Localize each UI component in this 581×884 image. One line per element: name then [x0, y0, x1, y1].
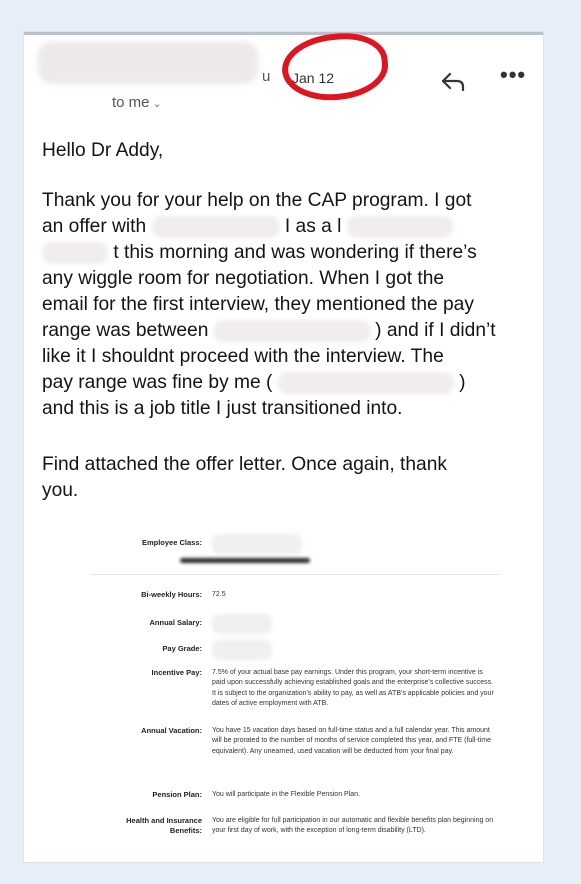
value-redaction	[212, 614, 272, 634]
field-label: Annual Vacation:	[141, 726, 202, 735]
chevron-down-icon: ⌄	[152, 98, 162, 110]
field-label: Pay Grade:	[162, 644, 202, 653]
field-label: Annual Salary:	[149, 618, 202, 627]
redaction	[152, 216, 280, 238]
field-value: 72.5	[212, 591, 226, 598]
value-redaction	[212, 640, 272, 660]
field-label: Employee Class:	[141, 538, 202, 547]
field-label-line: Benefits:	[169, 826, 202, 835]
more-options-icon[interactable]: •••	[500, 62, 527, 87]
recipient-label: to me	[112, 94, 150, 111]
sender-redaction	[38, 42, 258, 84]
field-label: Pension Plan:	[152, 790, 202, 799]
top-divider	[24, 32, 543, 35]
field-value: You have 15 vacation days based on full-time status and a full calendar year. This amount will be prorated to the number of months of service completed this year, and FTE (full-time equivalent). Any unearned, used vacation will be deducted from your final pay.	[212, 727, 491, 755]
text-line: you.	[42, 480, 79, 501]
text-line: email for the first interview, they mentioned the pay	[42, 294, 474, 315]
email-date: Jan 12	[292, 70, 335, 86]
text-fragment: )	[459, 372, 466, 393]
text-line	[42, 318, 496, 344]
text-fragment: range was between	[42, 320, 209, 341]
redaction-bar	[180, 558, 310, 563]
field-label: Bi-weekly Hours:	[141, 590, 202, 599]
text-fragment: t this morning and was wondering if there’s	[113, 242, 477, 263]
text-fragment: I as a l	[284, 216, 342, 237]
text-line	[42, 240, 496, 266]
red-highlight-circle	[279, 32, 391, 105]
field-label	[90, 816, 202, 836]
email-screenshot	[24, 32, 543, 862]
text-line: like it I shouldnt proceed with the interview. The	[42, 346, 444, 367]
offer-letter-attachment	[90, 522, 500, 862]
field-value: You are eligible for full participation in our automatic and flexible benefits plan beginning on your first day of work, with the exception of long-term disability (LTD).	[212, 817, 494, 835]
text-fragment: an offer with	[42, 216, 147, 237]
text-line: Thank you for your help on the CAP program. I got	[42, 190, 472, 211]
text-line: Find attached the offer letter. Once again, thank	[42, 454, 447, 475]
text-line	[42, 214, 496, 240]
recipient-toggle[interactable]	[112, 94, 162, 111]
field-value: You will participate in the Flexible Pension Plan.	[212, 791, 360, 798]
field-label-line: Health and Insurance	[126, 816, 202, 825]
text-fragment: pay range was fine by me (	[42, 372, 273, 393]
redaction	[214, 320, 370, 342]
redaction	[278, 372, 454, 394]
value-redaction	[212, 534, 302, 554]
sender-name-fragment: u	[262, 68, 271, 85]
redaction	[347, 216, 453, 238]
field-label: Incentive Pay:	[151, 668, 202, 677]
divider	[90, 574, 500, 575]
message-paragraph-1	[42, 188, 496, 422]
greeting: Hello Dr Addy,	[42, 140, 164, 161]
text-fragment: ) and if I didn’t	[375, 320, 496, 341]
text-line: any wiggle room for negotiation. When I got the	[42, 268, 445, 289]
field-value: 7.5% of your actual base pay earnings. Under this program, your short-term incentive is paid upon successfully achieving established goals and the enterprise's collective success. It is subject to the organization's ability to pay, as well as ATB's applicable policies and your dates of active employment with ATB.	[212, 669, 494, 707]
redaction	[42, 242, 108, 264]
text-line	[42, 370, 496, 396]
text-line: and this is a job title I just transitioned into.	[42, 398, 403, 419]
message-paragraph-2	[42, 452, 447, 504]
reply-arrow-icon[interactable]	[440, 70, 466, 94]
